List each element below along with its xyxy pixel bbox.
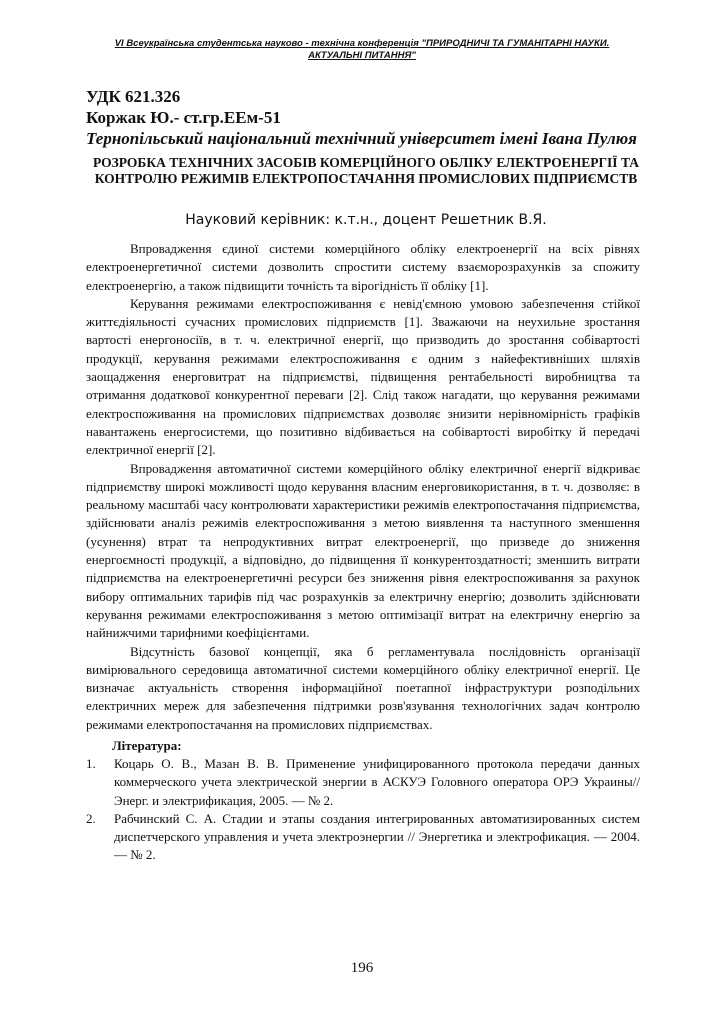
references-list bbox=[86, 755, 640, 865]
supervisor-line: Науковий керівник: к.т.н., доцент Решетник В.Я. bbox=[185, 212, 547, 228]
running-head: VI Всеукраїнська студентська науково - технічна конференція "ПРИРОДНИЧІ ТА ГУМАНІТАРНІ НАУКИ. АКТУАЛЬНІ ПИТАННЯ" bbox=[114, 38, 610, 61]
reference-number: 2. bbox=[86, 810, 96, 826]
page-number: 196 bbox=[350, 960, 374, 976]
body-paragraph: Впровадження автоматичної системи комерційного обліку електричної енергії відкриває підприємству широкі можливості щодо керування власним енерговикористання, в т. ч. дозволяє: в реальному масштабі часу контролювати характеристики режимів електропостачання підприємства, здійснювати аналіз режимів електроспоживання з метою виявлення та наступного зменшення (усунення) втрат та непродуктивних витрат електроенергії, що призведе до зниження енергоємності продукції, а відповідно, до підвищення її конкурентоздатності; зменшить витрати підприємства на електроенергетичні ресурси без зниження рівня електроспоживання за рахунок вибору оптимальних тарифів під час розрахунків за електричну енергію; дозволить здійснювати керування режимами електроспоживання з метою оптимізації витрат на електричну енергію за найнижчими тарифними коефіцієнтами. bbox=[86, 460, 640, 641]
reference-item bbox=[86, 755, 640, 810]
body-paragraph: Керування режимами електроспоживання є невід'ємною умовою забезпечення стійкої життєдіяльності сучасних промислових підприємств [1]. Зважаючи на неухильне зростання вартості енергоносіїв, в т. ч. електричної енергії, що призводить до зростання собівартості продукції, керування режимами електроспоживання є одним з найефективніших шляхів заощадження енерговитрат на підприємстві, підвищення рентабельності виробництва та отримання додаткової конкурентної переваги [2]. Слід також нагадати, що керування режимами електроспоживання на промислових підприємствах дозволяє знизити нерівномірність графіків навантажень енергосистеми, що позитивно відбивається на собівартості виробітку й передачі електричної енергії [2]. bbox=[86, 295, 640, 458]
reference-item bbox=[86, 810, 640, 865]
institution-line: Тернопільський національний технічний університет імені Івана Пулюя bbox=[86, 129, 637, 148]
body-paragraph: Відсутність базової концепції, яка б регламентувала послідовність організації вимірювального середовища автоматичної системи комерційного обліку електричної енергії. Це визначає актуальність створення інформаційної поетапної інфраструктури розподільних електричних мереж для забезпечення підтримки розв'язування технологічних задач контролю режимами електропостачання на промислових підприємствах. bbox=[86, 643, 640, 732]
article-title: РОЗРОБКА ТЕХНІЧНИХ ЗАСОБІВ КОМЕРЦІЙНОГО ОБЛІКУ ЕЛЕКТРОЕНЕРГІЇ ТА КОНТРОЛЮ РЕЖИМІВ ЕЛЕКТРОПОСТАЧАННЯ ПРОМИСЛОВИХ ПІДПРИЄМСТВ bbox=[92, 155, 640, 186]
reference-text: Рабчинский С. А. Стадии и этапы создания интегрированных автоматизированных систем диспетчерского управления и учета электроэнергии // Энергетика и электрофикация. — 2004. — № 2. bbox=[114, 810, 640, 863]
author-line: Коржак Ю.- ст.гр.ЕЕм-51 bbox=[86, 108, 281, 127]
reference-number: 1. bbox=[86, 756, 96, 771]
article-body bbox=[86, 240, 640, 734]
udk-code: УДК 621.326 bbox=[86, 87, 181, 106]
body-paragraph: Впровадження єдиної системи комерційного обліку електроенергії на всіх рівнях електроенергетичної системи дозволить спростити систему взаєморозрахунків за спожиту електроенергію, а також підвищити точність та вірогідність її обліку [1]. bbox=[86, 241, 640, 293]
references-heading: Література: bbox=[112, 738, 182, 753]
article-meta bbox=[86, 86, 646, 149]
reference-text: Коцарь О. В., Мазан В. В. Применение унифицированного протокола передачи данных коммерческого учета электрической энергии в АСКУЭ Головного оператора ОРЭ Украины//Энерг. и электрификация, 2005. — № 2. bbox=[114, 756, 640, 808]
